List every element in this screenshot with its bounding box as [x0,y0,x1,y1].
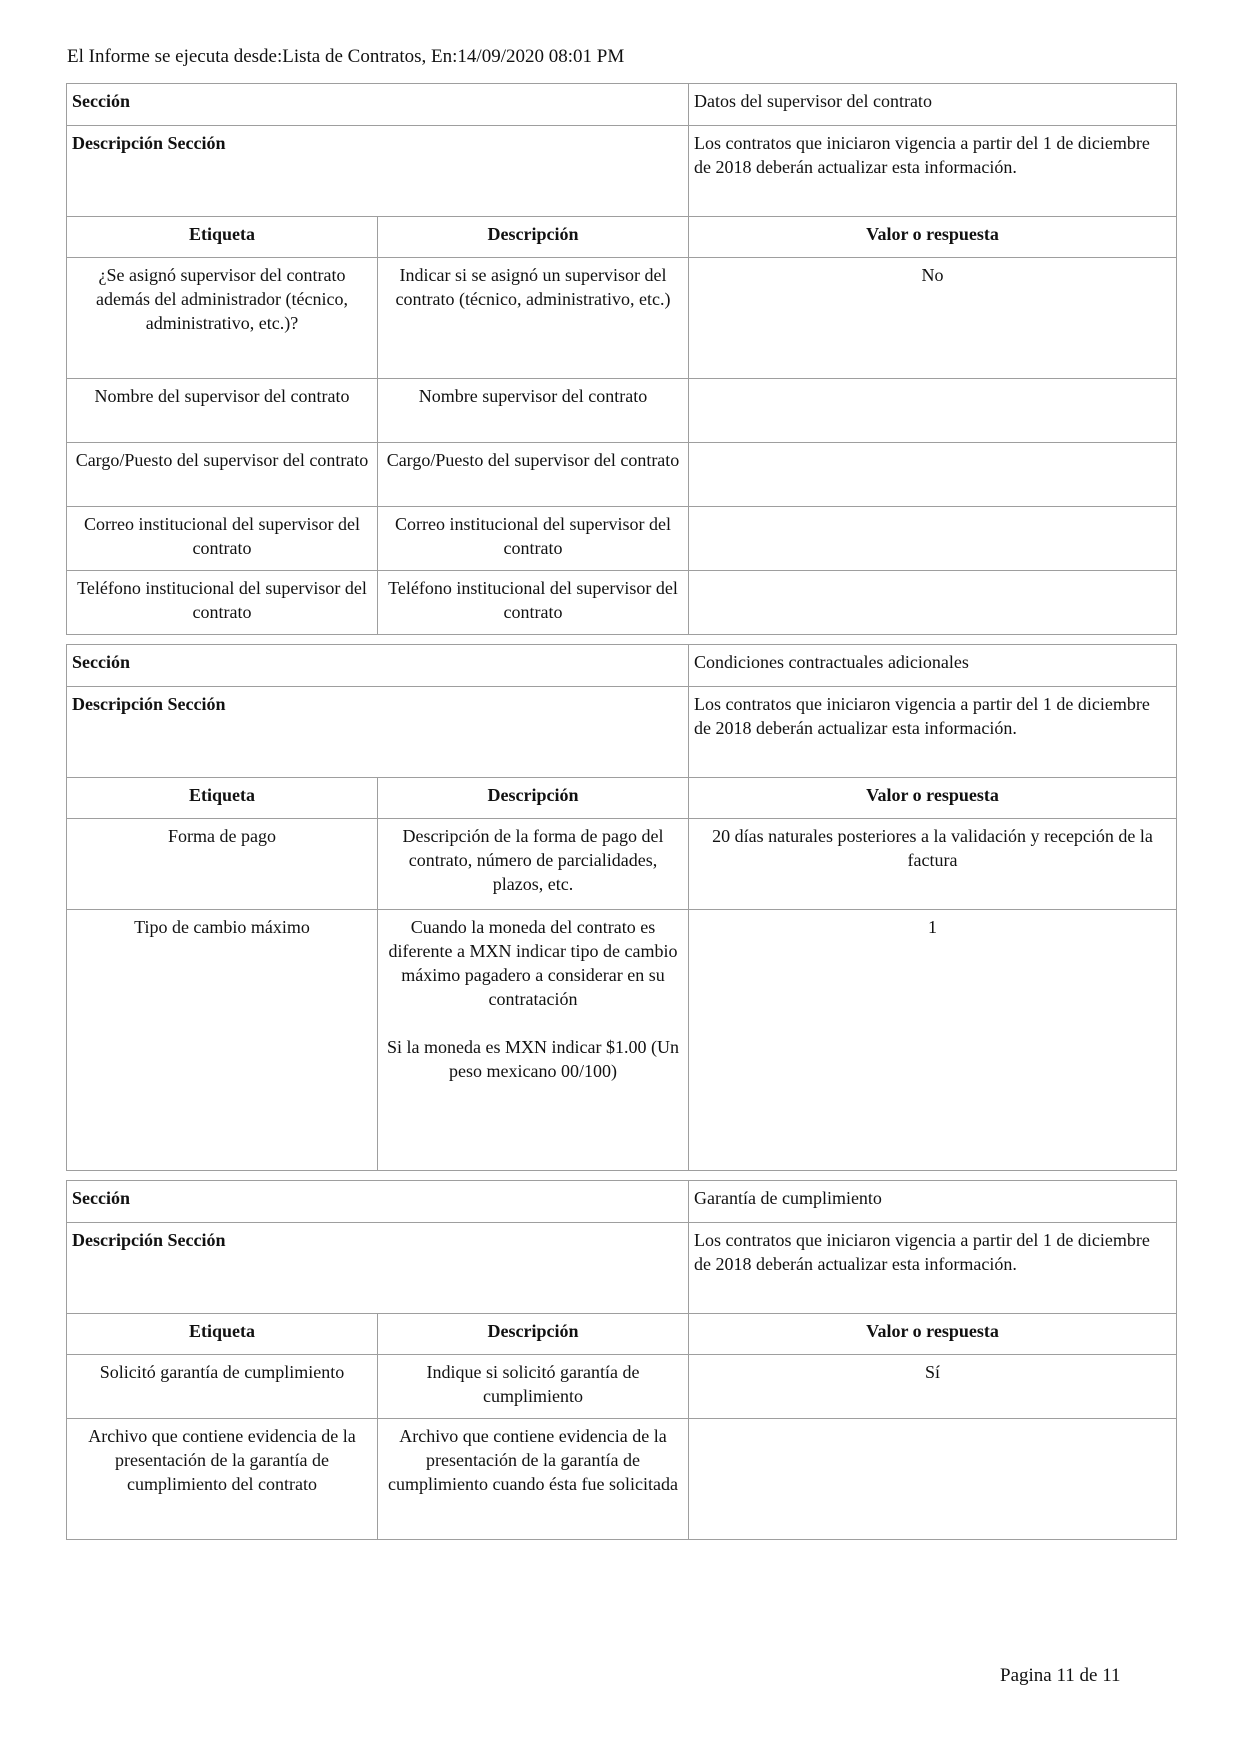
row-etiqueta: Cargo/Puesto del supervisor del contrato [67,443,378,507]
column-header-valor: Valor o respuesta [689,1314,1177,1355]
table-row [67,819,1177,910]
row-descripcion: Teléfono institucional del supervisor del contrato [378,571,689,635]
table-row [67,1419,1177,1540]
table-row [67,1355,1177,1419]
table-row [67,571,1177,635]
column-header-etiqueta: Etiqueta [67,217,378,258]
section-description-row [67,687,1177,778]
section-label: Sección [67,645,689,687]
row-valor: Sí [689,1355,1177,1419]
row-descripcion: Cargo/Puesto del supervisor del contrato [378,443,689,507]
section-title: Condiciones contractuales adicionales [689,645,1177,687]
row-etiqueta: Nombre del supervisor del contrato [67,379,378,443]
row-etiqueta: Correo institucional del supervisor del contrato [67,507,378,571]
row-valor [689,571,1177,635]
section-description: Los contratos que iniciaron vigencia a partir del 1 de diciembre de 2018 deberán actualizar esta información. [689,1223,1177,1314]
report-header: El Informe se ejecuta desde:Lista de Contratos, En:14/09/2020 08:01 PM [67,46,625,67]
row-etiqueta: Archivo que contiene evidencia de la presentación de la garantía de cumplimiento del contrato [67,1419,378,1540]
column-header-valor: Valor o respuesta [689,778,1177,819]
row-valor [689,1419,1177,1540]
row-valor: 20 días naturales posteriores a la validación y recepción de la factura [689,819,1177,910]
section-row [67,645,1177,687]
section-description-row [67,126,1177,217]
table-row [67,507,1177,571]
column-header-etiqueta: Etiqueta [67,778,378,819]
column-header-descripcion: Descripción [378,1314,689,1355]
section-description: Los contratos que iniciaron vigencia a partir del 1 de diciembre de 2018 deberán actualizar esta información. [689,126,1177,217]
column-header-row [67,217,1177,258]
column-header-etiqueta: Etiqueta [67,1314,378,1355]
row-descripcion: Correo institucional del supervisor del contrato [378,507,689,571]
row-etiqueta: Forma de pago [67,819,378,910]
section-title: Datos del supervisor del contrato [689,84,1177,126]
row-descripcion: Nombre supervisor del contrato [378,379,689,443]
section-description-label: Descripción Sección [67,687,689,778]
section-label: Sección [67,84,689,126]
section-row [67,1181,1177,1223]
section-table-garantia [66,1180,1177,1540]
row-valor: No [689,258,1177,379]
section-description-label: Descripción Sección [67,126,689,217]
column-header-row [67,1314,1177,1355]
row-valor [689,443,1177,507]
section-label: Sección [67,1181,689,1223]
row-valor [689,379,1177,443]
row-etiqueta: ¿Se asignó supervisor del contrato además del administrador (técnico, administrativo, etc.)? [67,258,378,379]
table-row [67,910,1177,1171]
row-descripcion: Descripción de la forma de pago del contrato, número de parcialidades, plazos, etc. [378,819,689,910]
page-number: Pagina 11 de 11 [1000,1665,1121,1686]
row-descripcion: Archivo que contiene evidencia de la presentación de la garantía de cumplimiento cuando ésta fue solicitada [378,1419,689,1540]
row-etiqueta: Teléfono institucional del supervisor del contrato [67,571,378,635]
column-header-row [67,778,1177,819]
column-header-descripcion: Descripción [378,217,689,258]
table-row [67,443,1177,507]
section-table-supervisor [66,83,1177,635]
row-descripcion: Cuando la moneda del contrato es diferente a MXN indicar tipo de cambio máximo pagadero a considerar en su contratación Si la moneda es MXN indicar $1.00 (Un peso mexicano 00/100) [378,910,689,1171]
section-title: Garantía de cumplimiento [689,1181,1177,1223]
column-header-valor: Valor o respuesta [689,217,1177,258]
section-description: Los contratos que iniciaron vigencia a partir del 1 de diciembre de 2018 deberán actualizar esta información. [689,687,1177,778]
section-row [67,84,1177,126]
section-description-label: Descripción Sección [67,1223,689,1314]
row-valor [689,507,1177,571]
row-descripcion: Indique si solicitó garantía de cumplimiento [378,1355,689,1419]
section-table-condiciones [66,644,1177,1171]
table-row [67,258,1177,379]
row-descripcion: Indicar si se asignó un supervisor del contrato (técnico, administrativo, etc.) [378,258,689,379]
section-description-row [67,1223,1177,1314]
column-header-descripcion: Descripción [378,778,689,819]
row-etiqueta: Solicitó garantía de cumplimiento [67,1355,378,1419]
row-valor: 1 [689,910,1177,1171]
row-etiqueta: Tipo de cambio máximo [67,910,378,1171]
table-row [67,379,1177,443]
